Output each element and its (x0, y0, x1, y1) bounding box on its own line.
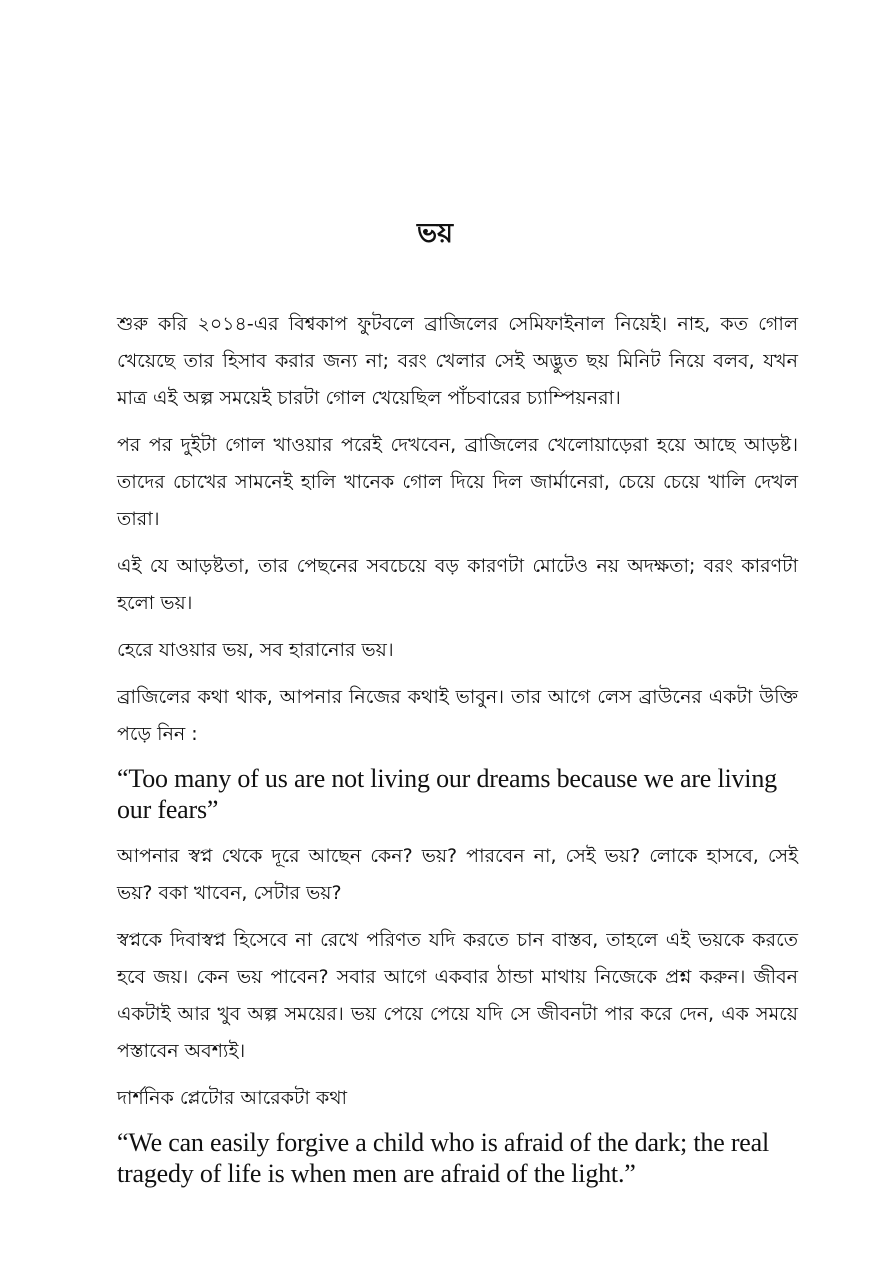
paragraph-brazil-stunned: পর পর দুইটা গোল খাওয়ার পরেই দেখবেন, ব্রাজিলের খেলোয়াড়েরা হয়ে আছে আড়ষ্ট। তাদের চোখের সামনেই হালি খানেক গোল দিয়ে দিল জার্মানেরা, চেয়ে চেয়ে খালি দেখল তারা। (117, 434, 798, 530)
paragraph-conquer-fear: স্বপ্নকে দিবাস্বপ্ন হিসেবে না রেখে পরিণত যদি করতে চান বাস্তব, তাহলে এই ভয়কে করতে হবে জয়। কেন ভয় পাবেন? সবার আগে একবার ঠান্ডা মাথায় নিজেকে প্রশ্ন করুন। জীবন একটাই আর খুব অল্প সময়ের। ভয় পেয়ে পেয়ে যদি সে জীবনটা পার করে দেন, এক সময়ে পস্তাবেন অবশ্যই। (117, 929, 798, 1062)
paragraph-questions: আপনার স্বপ্ন থেকে দূরে আছেন কেন? ভয়? পারবেন না, সেই ভয়? লোকে হাসবে, সেই ভয়? বকা খাবেন, সেটার ভয়? (117, 845, 798, 904)
paragraph-les-brown-intro: ব্রাজিলের কথা থাক, আপনার নিজের কথাই ভাবুন। তার আগে লেস ব্রাউনের একটা উক্তি পড়ে নিন : (117, 686, 798, 745)
paragraph-reason-fear: এই যে আড়ষ্টতা, তার পেছনের সবচেয়ে বড় কারণটা মোটেও নয় অদক্ষতা; বরং কারণটা হলো ভয়। (117, 555, 798, 614)
chapter-title: ভয় (416, 218, 454, 249)
paragraph-fear-of-losing: হেরে যাওয়ার ভয়, সব হারানোর ভয়। (117, 639, 394, 661)
quote-plato: “We can easily forgive a child who is afraid of the dark; the real tragedy of life is when men are afraid of the light.” (117, 1128, 770, 1188)
paragraph-intro: শুরু করি ২০১৪-এর বিশ্বকাপ ফুটবলে ব্রাজিলের সেমিফাইনাল নিয়েই। নাহ, কত গোল খেয়েছে তার হিসাব করার জন্য না; বরং খেলার সেই অদ্ভুত ছয় মিনিট নিয়ে বলব, যখন মাত্র এই অল্প সময়েই চারটা গোল খেয়েছিল পাঁচবারের চ্যাম্পিয়নরা। (117, 313, 798, 409)
chapter-body (117, 306, 798, 1202)
quote-les-brown: “Too many of us are not living our dreams because we are living our fears” (117, 764, 777, 824)
paragraph-plato-intro: দার্শনিক প্লেটোর আরেকটা কথা (117, 1087, 348, 1109)
